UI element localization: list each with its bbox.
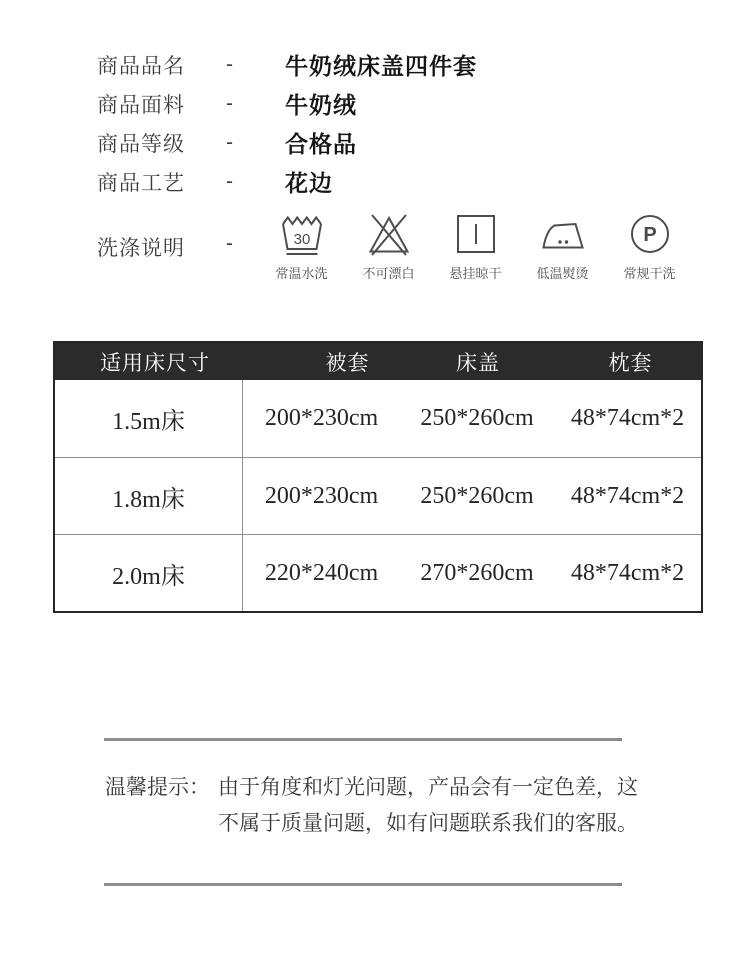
table-row-0 [55,380,701,457]
cell-bed-cover: 250*260cm [420,482,534,509]
wash-item-label: 低温熨烫 [536,266,589,281]
spec-label: 商品面料 [97,92,185,117]
cell-pillowcase: 48*74cm*2 [570,482,685,509]
no-bleach-icon [366,211,412,257]
size-table [53,341,703,613]
cell-bed-size: 2.0m床 [55,535,243,611]
wash-30-icon [279,211,325,257]
spec-value: 花边 [285,170,333,196]
spec-row-0 [97,45,477,84]
notice-line-1: 由于角度和灯光问题，产品会有一定色差，这 [218,775,638,799]
spec-label: 商品品名 [97,53,185,78]
size-table-header-cell-2: 床盖 [456,351,500,375]
wash-dash: - [226,232,233,255]
spec-value: 牛奶绒 [285,92,357,118]
svg-text:30: 30 [293,231,310,248]
iron-low-icon [540,211,586,257]
size-table-body [55,380,701,611]
wash-item-label: 悬挂晾干 [449,266,502,281]
divider-top [104,738,622,741]
product-spec-list [97,45,477,201]
hang-dry-icon [453,211,499,257]
wash-item-1 [345,211,432,282]
spec-row-2 [97,123,477,162]
notice-line-2: 不属于质量问题，如有问题联系我们的客服。 [218,811,638,835]
spec-dash: - [226,130,233,154]
wash-item-0 [258,211,345,282]
size-table-header-cell-1: 被套 [325,351,370,375]
cell-duvet-cover: 200*230cm [264,482,379,509]
wash-instructions-label: 洗涤说明 [97,236,185,260]
size-table-header-cell-3: 枕套 [608,351,653,375]
cell-duvet-cover: 200*230cm [264,405,379,431]
wash-item-label: 不可漂白 [362,266,415,281]
spec-label: 商品工艺 [97,170,185,195]
table-row-2 [55,534,701,611]
size-table-header [55,343,701,380]
wash-item-label: 常温水洗 [275,266,328,281]
spec-dash: - [226,52,233,76]
cell-bed-size: 1.8m床 [55,458,243,534]
cell-bed-size: 1.5m床 [55,380,243,457]
spec-dash: - [226,91,233,115]
wash-item-3 [519,211,606,282]
spec-label: 商品等级 [97,131,185,156]
notice-text [218,769,638,841]
cell-duvet-cover: 220*240cm [264,559,379,586]
wash-item-2 [432,211,519,282]
wash-item-4 [606,211,693,282]
size-table-header-cell-0: 适用床尺寸 [100,351,210,375]
cell-pillowcase: 48*74cm*2 [570,405,685,431]
table-row-1 [55,457,701,534]
wash-item-label: 常规干洗 [623,266,676,281]
divider-bottom [104,883,622,886]
cell-bed-cover: 250*260cm [420,405,534,431]
spec-value: 牛奶绒床盖四件套 [285,53,477,79]
notice-block [105,769,638,841]
dry-clean-icon [627,211,673,257]
spec-row-1 [97,84,477,123]
spec-row-3 [97,162,477,201]
notice-label: 温馨提示： [105,775,210,799]
svg-text:P: P [642,224,657,246]
cell-pillowcase: 48*74cm*2 [570,559,685,586]
spec-value: 合格品 [285,131,357,157]
spec-dash: - [226,169,233,193]
cell-bed-cover: 270*260cm [420,559,534,586]
wash-icon-row [258,211,693,282]
